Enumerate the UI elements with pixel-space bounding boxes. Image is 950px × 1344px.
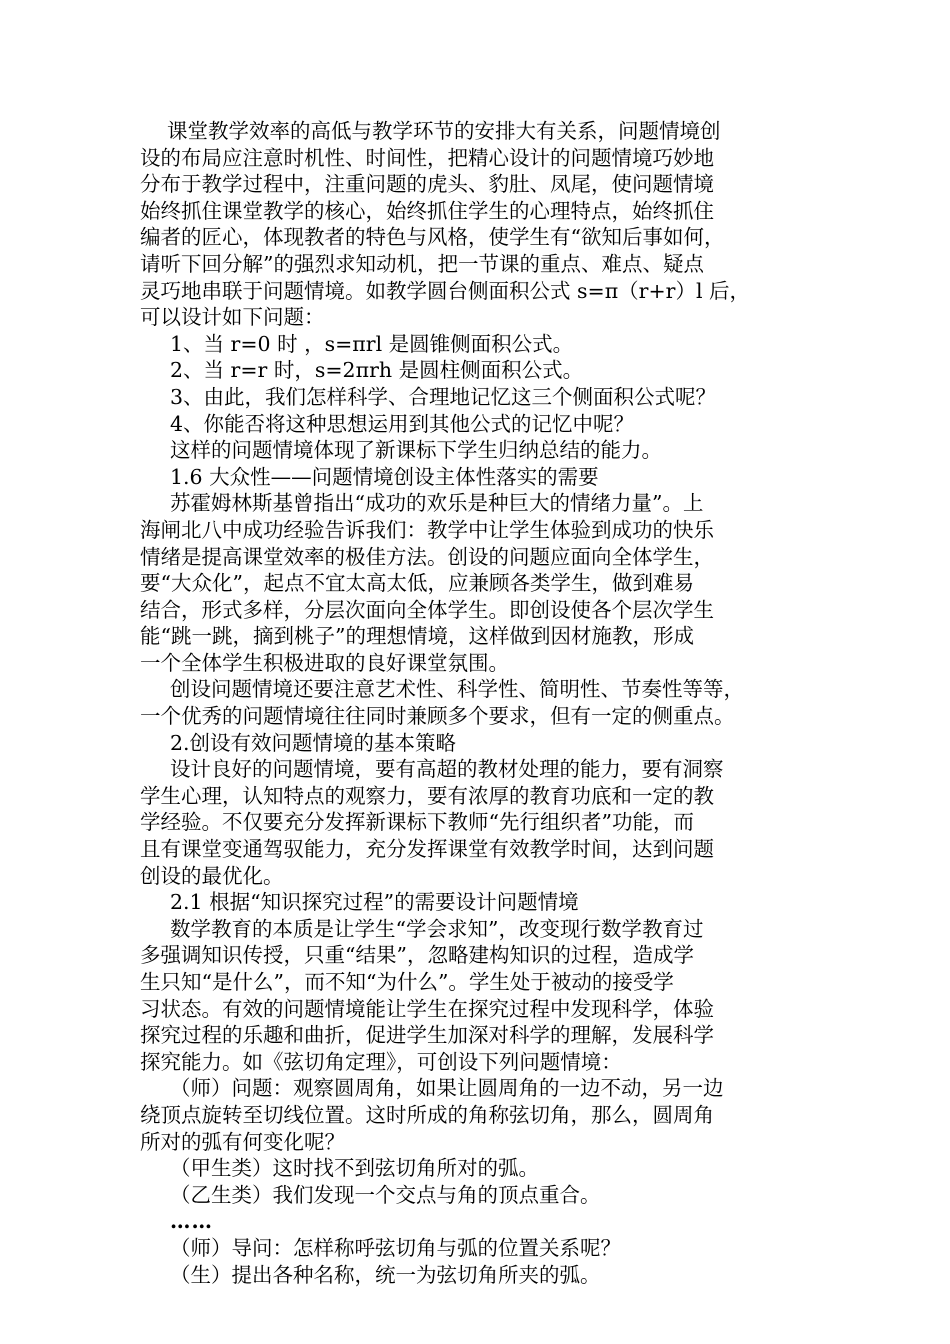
text-line: （乙生类）我们发现一个交点与角的顶点重合。 — [170, 1182, 601, 1207]
text-line: …… — [170, 1209, 213, 1234]
text-line: 数学教育的本质是让学生“学会求知”，改变现行数学教育过 — [170, 916, 704, 941]
text-line: （师）问题：观察圆周角，如果让圆周角的一边不动，另一边 — [170, 1076, 724, 1101]
text-line: 情绪是提高课堂效率的极佳方法。创设的问题应面向全体学生， — [140, 544, 714, 569]
text-line: 课堂教学效率的高低与教学环节的安排大有关系，问题情境创 — [167, 119, 721, 143]
text-line: 始终抓住课堂教学的核心，始终抓住学生的心理特点，始终抓住 — [140, 198, 714, 223]
text-line: 一个全体学生积极进取的良好课堂氛围。 — [140, 650, 509, 675]
text-line: 设的布局应注意时机性、时间性，把精心设计的问题情境巧妙地 — [140, 145, 714, 170]
text-line: 学经验。不仅要充分发挥新课标下教师“先行组织者”功能，而 — [140, 810, 694, 835]
text-line: 探究过程的乐趣和曲折，促进学生加深对科学的理解，发展科学 — [140, 1023, 714, 1048]
text-line: 创设的最优化。 — [140, 863, 284, 888]
text-line: 探究能力。如《弦切角定理》，可创设下列问题情境： — [140, 1049, 622, 1074]
text-line: 请听下回分解”的强烈求知动机，把一节课的重点、难点、疑点 — [140, 251, 704, 276]
text-line: 分布于教学过程中，注重问题的虎头、豹肚、凤尾，使问题情境 — [140, 172, 714, 197]
text-line: 绕顶点旋转至切线位置。这时所成的角称弦切角，那么，圆周角 — [140, 1102, 714, 1127]
text-line: 结合，形式多样，分层次面向全体学生。即创设使各个层次学生 — [140, 597, 714, 622]
text-line: 习状态。有效的问题情境能让学生在探究过程中发现科学，体验 — [140, 996, 714, 1021]
text-line: 能“跳一跳，摘到桃子”的理想情境，这样做到因材施教，形成 — [140, 624, 694, 649]
text-line: 多强调知识传授，只重“结果”，忽略建构知识的过程，造成学 — [140, 943, 694, 968]
text-line: 苏霍姆林斯基曾指出“成功的欢乐是种巨大的情绪力量”。上 — [170, 491, 704, 516]
text-line: 3、由此，我们怎样科学、合理地记忆这三个侧面积公式呢？ — [170, 384, 717, 409]
text-line: 学生心理，认知特点的观察力，要有浓厚的教育功底和一定的教 — [140, 783, 714, 808]
text-line: 且有课堂变通驾驭能力，充分发挥课堂有效教学时间，达到问题 — [140, 837, 714, 862]
text-line: 2.创设有效问题情境的基本策略 — [170, 730, 457, 755]
text-line: 一个优秀的问题情境往往同时兼顾多个要求，但有一定的侧重点。 — [140, 704, 735, 729]
text-line: 2.1 根据“知识探究过程”的需要设计问题情境 — [170, 890, 579, 915]
text-line: 所对的弧有何变化呢？ — [140, 1129, 345, 1154]
text-line: 这样的问题情境体现了新课标下学生归纳总结的能力。 — [170, 438, 662, 463]
text-line: 4、你能否将这种思想运用到其他公式的记忆中呢？ — [170, 411, 635, 436]
text-line: 1.6 大众性——问题情境创设主体性落实的需要 — [170, 464, 599, 489]
text-line: 编者的匠心，体现教者的特色与风格，使学生有“欲知后事如何， — [140, 225, 725, 250]
text-line: 创设问题情境还要注意艺术性、科学性、简明性、节奏性等等， — [170, 677, 744, 702]
text-line: 1、当 r=0 时 ，s=πrl 是圆锥侧面积公式。 — [170, 331, 574, 356]
text-line: 2、当 r=r 时，s=2πrh 是圆柱侧面积公式。 — [170, 358, 584, 383]
document-body — [140, 118, 808, 1288]
text-line: 要“大众化”，起点不宜太高太低，应兼顾各类学生，做到难易 — [140, 571, 694, 596]
text-line: 设计良好的问题情境，要有高超的教材处理的能力，要有洞察 — [170, 757, 724, 782]
text-line: （师）导问：怎样称呼弦切角与弧的位置关系呢？ — [170, 1235, 621, 1260]
text-line: 生只知“是什么”，而不知“为什么”。学生处于被动的接受学 — [140, 970, 674, 994]
text-line: 海闸北八中成功经验告诉我们：教学中让学生体验到成功的快乐 — [140, 517, 714, 542]
text-line: 可以设计如下问题： — [140, 305, 325, 330]
text-line: （生）提出各种名称，统一为弦切角所夹的弧。 — [170, 1262, 601, 1287]
text-line: 灵巧地串联于问题情境。如教学圆台侧面积公式 s=π（r+r）l 后， — [140, 278, 751, 303]
text-line: （甲生类）这时找不到弦切角所对的弧。 — [170, 1156, 539, 1181]
